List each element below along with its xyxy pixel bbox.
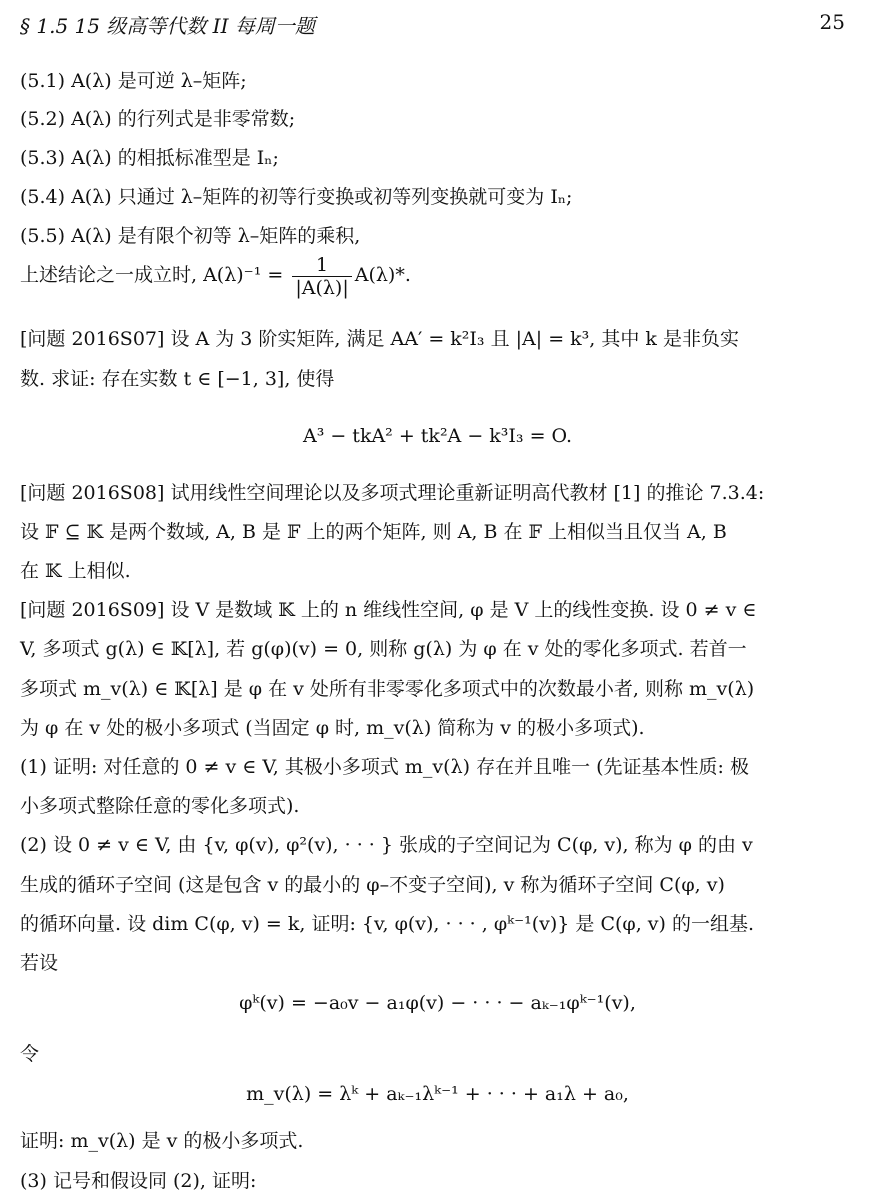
problem-s09-line-4: 为 φ 在 v 处的极小多项式 (当固定 φ 时, m_v(λ) 简称为 v 的极小多项式). bbox=[20, 717, 645, 739]
inverse-fraction bbox=[292, 254, 351, 299]
problem-s09-part-2-line-4: 若设 bbox=[20, 952, 59, 974]
problem-s09-part-2-line-6: 证明: m_v(λ) 是 v 的极小多项式. bbox=[20, 1130, 304, 1152]
problem-s09-equation-1: φᵏ(v) = −a₀v − a₁φ(v) − · · · − aₖ₋₁φᵏ⁻¹(v), bbox=[239, 992, 636, 1014]
inverse-formula bbox=[20, 250, 845, 300]
condition-5-2: (5.2) A(λ) 的行列式是非零常数; bbox=[20, 108, 296, 130]
problem-s09-line-1: [问题 2016S09] 设 V 是数域 𝕂 上的 n 维线性空间, φ 是 V 上的线性变换. 设 0 ≠ v ∈ bbox=[20, 599, 757, 621]
condition-5-5: (5.5) A(λ) 是有限个初等 λ–矩阵的乘积, bbox=[20, 225, 361, 247]
inverse-formula-suffix: A(λ)*. bbox=[354, 264, 411, 286]
problem-s07-line-1: [问题 2016S07] 设 A 为 3 阶实矩阵, 满足 AA′ = k²I₃ 且 |A| = k³, 其中 k 是非负实 bbox=[20, 328, 739, 350]
condition-5-3: (5.3) A(λ) 的相抵标准型是 Iₙ; bbox=[20, 147, 279, 169]
problem-s09-part-1-line-2: 小多项式整除任意的零化多项式). bbox=[20, 795, 300, 817]
problem-s09-line-2: V, 多项式 g(λ) ∈ 𝕂[λ], 若 g(φ)(v) = 0, 则称 g(λ) 为 φ 在 v 处的零化多项式. 若首一 bbox=[20, 638, 747, 660]
problem-s09-part-3-line-1: (3) 记号和假设同 (2), 证明: bbox=[20, 1170, 257, 1192]
problem-s09-part-2-line-2: 生成的循环子空间 (这是包含 v 的最小的 φ–不变子空间), v 称为循环子空间 C(φ, v) bbox=[20, 874, 725, 896]
condition-5-1: (5.1) A(λ) 是可逆 λ–矩阵; bbox=[20, 70, 247, 92]
inverse-formula-prefix: 上述结论之一成立时, A(λ)⁻¹ = bbox=[20, 264, 284, 286]
problem-s09-part-1-line-1: (1) 证明: 对任意的 0 ≠ v ∈ V, 其极小多项式 m_v(λ) 存在并且唯一 (先证基本性质: 极 bbox=[20, 756, 749, 778]
page-number: 25 bbox=[819, 10, 845, 34]
problem-s07-equation: A³ − tkA² + tk²A − k³I₃ = O. bbox=[302, 425, 573, 447]
section-title: § 1.5 15 级高等代数 II 每周一题 bbox=[20, 14, 315, 38]
condition-5-4: (5.4) A(λ) 只通过 λ–矩阵的初等行变换或初等列变换就可变为 Iₙ; bbox=[20, 186, 573, 208]
problem-s09-part-2-line-1: (2) 设 0 ≠ v ∈ V, 由 {v, φ(v), φ²(v), · · · } 张成的子空间记为 C(φ, v), 称为 φ 的由 v bbox=[20, 834, 753, 856]
problem-s08-line-2: 设 𝔽 ⊆ 𝕂 是两个数域, A, B 是 𝔽 上的两个矩阵, 则 A, B 在 𝔽 上相似当且仅当 A, B bbox=[20, 521, 727, 543]
problem-s09-equation-2: m_v(λ) = λᵏ + aₖ₋₁λᵏ⁻¹ + · · · + a₁λ + a₀, bbox=[246, 1083, 629, 1105]
problem-s09-part-2-line-3: 的循环向量. 设 dim C(φ, v) = k, 证明: {v, φ(v), · · · , φᵏ⁻¹(v)} 是 C(φ, v) 的一组基. bbox=[20, 913, 754, 935]
problem-s09-line-3: 多项式 m_v(λ) ∈ 𝕂[λ] 是 φ 在 v 处所有非零零化多项式中的次数最小者, 则称 m_v(λ) bbox=[20, 678, 755, 700]
problem-s08-line-1: [问题 2016S08] 试用线性空间理论以及多项式理论重新证明高代教材 [1] 的推论 7.3.4: bbox=[20, 482, 765, 504]
problem-s09-part-2-line-5: 令 bbox=[20, 1043, 40, 1065]
problem-s08-line-3: 在 𝕂 上相似. bbox=[20, 560, 131, 582]
fraction-denominator: |A(λ)| bbox=[295, 276, 349, 299]
fraction-numerator: 1 bbox=[292, 254, 351, 277]
problem-s07-line-2: 数. 求证: 存在实数 t ∈ [−1, 3], 使得 bbox=[20, 368, 335, 390]
